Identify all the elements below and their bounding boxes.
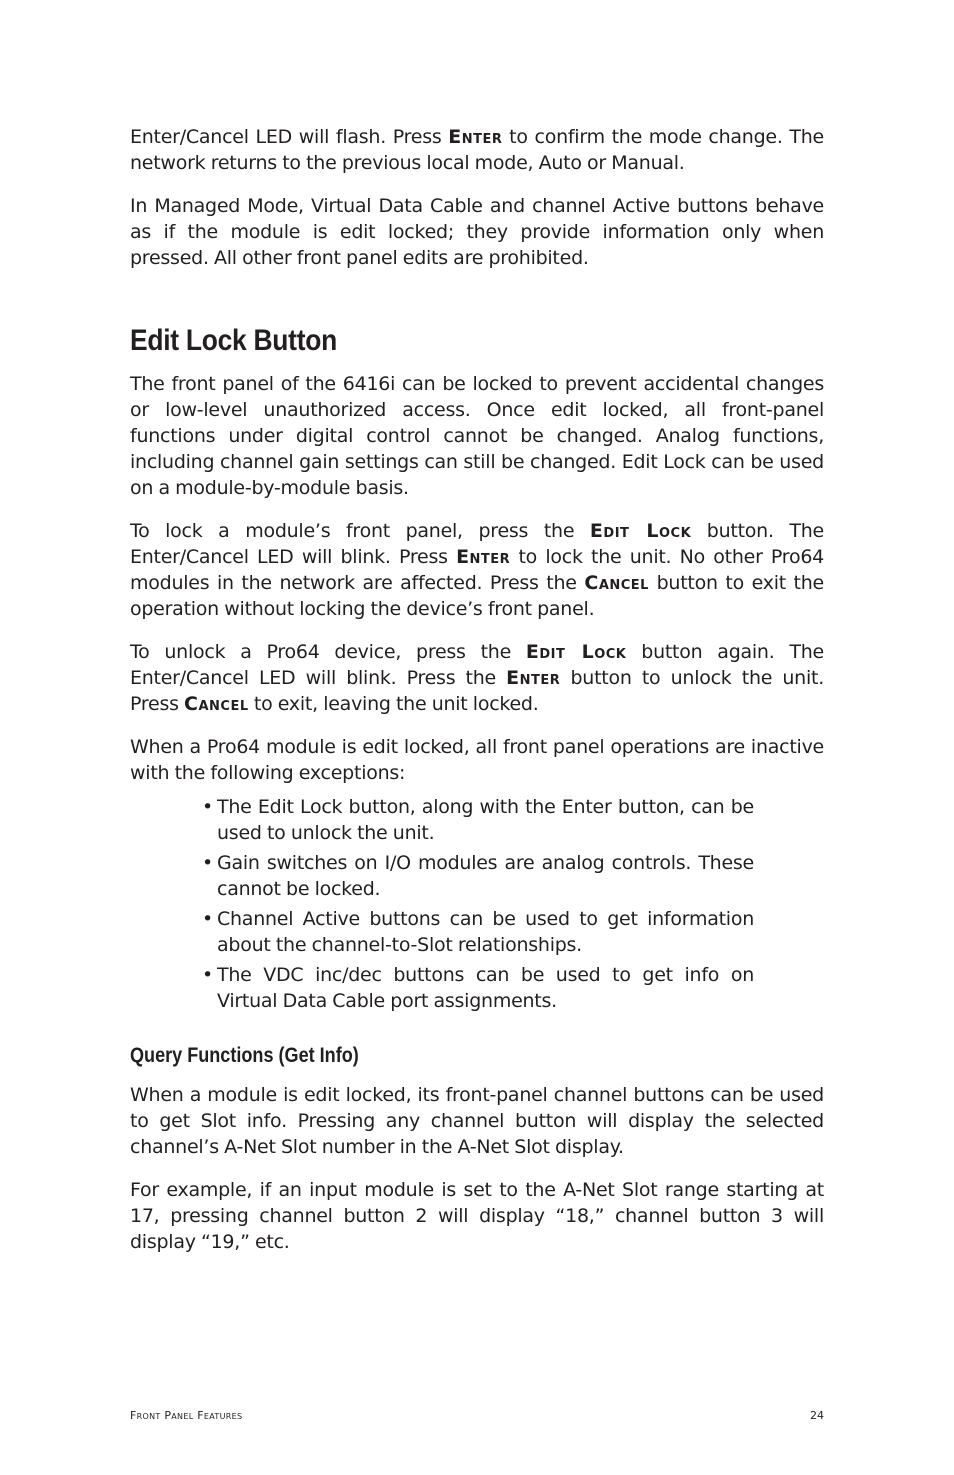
cancel-key-name: Cancel [184,693,249,715]
exceptions-list [202,794,754,1014]
edit-lock-paragraph-2 [130,518,824,622]
edit-lock-paragraph-4: When a Pro64 module is edit locked, all front panel operations are inactive with the following exceptions: [130,736,824,784]
footer-section-title: Front Panel Features [130,1409,243,1422]
query-paragraph-2: For example, if an input module is set to the A-Net Slot range starting at 17, pressing channel button 2 will display “18,” channel button 3 will display “19,” etc. [130,1179,824,1253]
list-item [202,906,754,958]
edit-lock-paragraph-3 [130,639,824,717]
list-item-text: Channel Active buttons can be used to get information about the channel-to-Slot relationships. [217,908,754,956]
page-number: 24 [810,1409,824,1422]
enter-key-name: Enter [506,667,561,689]
list-item [202,962,754,1014]
list-item-text: The Edit Lock button, along with the Enter button, can be used to unlock the unit. [217,796,754,844]
text-run: button. The Enter/Cancel LED will blink. Press [130,520,824,568]
enter-key-name: Enter [448,126,503,148]
intro-paragraph-1 [130,124,824,176]
enter-key-name: Enter [456,546,511,568]
text-run: Enter/Cancel LED will flash. Press [130,126,449,148]
bullet-icon: • [202,796,213,818]
edit-lock-heading: Edit Lock Button [130,324,337,357]
text-run: button again. The Enter/Cancel LED will blink. Press the [130,641,824,689]
bullet-icon: • [202,852,213,874]
text-run: to confirm the mode change. The network returns to the previous local mode, Auto or Manual. [130,126,824,174]
list-item [202,794,754,846]
edit-lock-key-name: Edit Lock [525,641,627,663]
list-item [202,850,754,902]
text-run: To lock a module’s front panel, press the [130,520,590,542]
bullet-icon: • [202,908,213,930]
edit-lock-key-name: Edit Lock [589,520,692,542]
text-run: button to exit the operation without locking the device’s front panel. [130,572,824,620]
list-item-text: The VDC inc/dec buttons can be used to get info on Virtual Data Cable port assignments. [217,964,754,1012]
intro-paragraph-2: In Managed Mode, Virtual Data Cable and channel Active buttons behave as if the module is edit locked; they provide information only when pressed. All other front panel edits are prohibited. [130,195,824,269]
bullet-icon: • [202,964,213,986]
text-run: To unlock a Pro64 device, press the [130,641,526,663]
page-body [130,124,824,1272]
cancel-key-name: Cancel [584,572,649,594]
text-run: button to unlock the unit. Press [130,667,824,715]
edit-lock-paragraph-1: The front panel of the 6416i can be locked to prevent accidental changes or low-level unauthorized access. Once edit locked, all front-panel functions under digital control cannot be changed. Analog functions, including channel gain settings can still be changed. Edit Lock can be used on a module-by-module basis. [130,373,824,499]
query-paragraph-1: When a module is edit locked, its front-panel channel buttons can be used to get Slot info. Pressing any channel button will display the selected channel’s A-Net Slot number in the A-Net Slot display. [130,1084,824,1158]
text-run: to exit, leaving the unit locked. [248,693,539,715]
list-item-text: Gain switches on I/O modules are analog controls. These cannot be locked. [217,852,754,900]
text-run: to lock the unit. No other Pro64 modules in the network are affected. Press the [130,546,824,594]
query-functions-heading: Query Functions (Get Info) [130,1044,359,1067]
